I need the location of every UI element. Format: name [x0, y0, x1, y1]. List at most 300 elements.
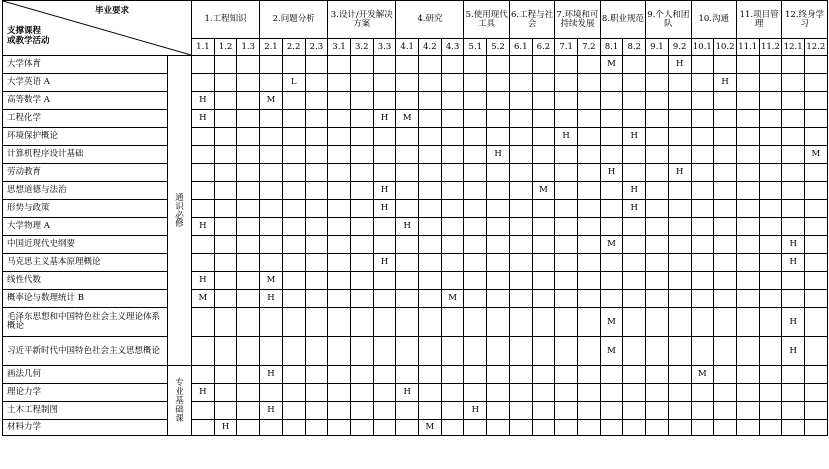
support-level-cell: [646, 200, 669, 218]
support-level-cell: [487, 366, 510, 384]
support-level-cell: [509, 218, 532, 236]
requirement-indicator-header: 5.1: [464, 39, 487, 56]
requirement-indicator-header: 5.2: [487, 39, 510, 56]
support-level-cell: [782, 146, 805, 164]
support-level-cell: [600, 146, 623, 164]
support-level-cell: [714, 337, 737, 366]
support-level-cell: [305, 290, 328, 308]
support-level-cell: [328, 128, 351, 146]
support-level-cell: [805, 366, 828, 384]
support-level-cell: [577, 290, 600, 308]
support-level-cell: [714, 308, 737, 337]
support-level-cell: [350, 146, 373, 164]
support-level-cell: [487, 384, 510, 402]
support-level-cell: [577, 92, 600, 110]
support-level-cell: [646, 337, 669, 366]
support-level-cell: [237, 254, 260, 272]
support-level-cell: [282, 146, 305, 164]
support-level-cell: [805, 110, 828, 128]
support-level-cell: [532, 337, 555, 366]
support-level-cell: [577, 128, 600, 146]
support-level-cell: [759, 218, 782, 236]
support-level-cell: [509, 200, 532, 218]
table-row: [3, 128, 828, 146]
support-level-cell: [782, 200, 805, 218]
support-level-cell: [759, 56, 782, 74]
support-level-cell: [192, 420, 215, 436]
support-level-cell: [237, 164, 260, 182]
support-level-cell: [350, 308, 373, 337]
support-level-cell: [623, 92, 646, 110]
support-level-cell: [668, 92, 691, 110]
support-level-cell: [600, 384, 623, 402]
support-level-cell: [260, 128, 283, 146]
support-level-cell: [600, 92, 623, 110]
support-level-cell: [328, 218, 351, 236]
support-level-cell: [714, 146, 737, 164]
support-level-cell: [419, 164, 442, 182]
support-level-cell: [373, 128, 396, 146]
requirement-group-header: 10.沟通: [691, 1, 736, 39]
support-level-cell: H: [260, 402, 283, 420]
support-level-cell: [350, 254, 373, 272]
support-level-cell: [532, 384, 555, 402]
support-level-cell: [805, 420, 828, 436]
support-level-cell: [782, 92, 805, 110]
support-level-cell: [464, 420, 487, 436]
support-level-cell: [782, 74, 805, 92]
support-level-cell: [623, 254, 646, 272]
course-category-cell: [168, 56, 192, 366]
support-level-cell: [668, 420, 691, 436]
support-level-cell: [782, 384, 805, 402]
support-level-cell: [736, 146, 759, 164]
support-level-cell: [509, 92, 532, 110]
support-level-cell: [350, 128, 373, 146]
support-level-cell: [805, 290, 828, 308]
support-level-cell: [668, 182, 691, 200]
support-level-cell: [419, 110, 442, 128]
support-level-cell: [441, 384, 464, 402]
support-level-cell: [805, 200, 828, 218]
support-level-cell: [192, 366, 215, 384]
support-level-cell: [373, 92, 396, 110]
requirement-group-header: 1.工程知识: [192, 1, 260, 39]
support-level-cell: [282, 236, 305, 254]
support-level-cell: [714, 56, 737, 74]
support-level-cell: [736, 56, 759, 74]
support-level-cell: [328, 164, 351, 182]
support-level-cell: [623, 402, 646, 420]
requirement-indicator-header: 6.2: [532, 39, 555, 56]
support-level-cell: [509, 110, 532, 128]
support-level-cell: [350, 402, 373, 420]
support-level-cell: [782, 110, 805, 128]
support-level-cell: [214, 254, 237, 272]
support-level-cell: [373, 146, 396, 164]
support-level-cell: [214, 290, 237, 308]
requirement-group-header: 5.使用现代工具: [464, 1, 509, 39]
support-level-cell: [509, 254, 532, 272]
support-level-cell: [646, 236, 669, 254]
support-level-cell: [396, 272, 419, 290]
support-level-cell: M: [805, 146, 828, 164]
support-level-cell: [555, 56, 578, 74]
support-level-cell: [532, 272, 555, 290]
support-level-cell: [691, 110, 714, 128]
support-level-cell: [464, 366, 487, 384]
requirement-indicator-header: 1.3: [237, 39, 260, 56]
support-level-cell: [555, 366, 578, 384]
support-level-cell: [714, 384, 737, 402]
support-level-cell: [328, 56, 351, 74]
support-level-cell: [441, 366, 464, 384]
support-level-cell: [555, 164, 578, 182]
requirement-indicator-header: 12.1: [782, 39, 805, 56]
requirement-group-header: 11.项目管理: [736, 1, 781, 39]
support-level-cell: [532, 366, 555, 384]
requirement-indicator-header: 1.2: [214, 39, 237, 56]
support-level-cell: [782, 290, 805, 308]
requirement-indicator-header: 2.1: [260, 39, 283, 56]
support-level-cell: [532, 218, 555, 236]
support-level-cell: [623, 164, 646, 182]
support-level-cell: [305, 92, 328, 110]
support-level-cell: [305, 384, 328, 402]
support-level-cell: [577, 182, 600, 200]
support-level-cell: [192, 128, 215, 146]
support-level-cell: [214, 272, 237, 290]
support-level-cell: [691, 402, 714, 420]
course-name-cell: 计算机程序设计基础: [3, 146, 168, 164]
support-level-cell: [759, 337, 782, 366]
support-level-cell: [396, 146, 419, 164]
support-level-cell: [759, 384, 782, 402]
support-level-cell: [373, 272, 396, 290]
support-level-cell: H: [192, 92, 215, 110]
support-level-cell: [782, 182, 805, 200]
support-level-cell: [328, 182, 351, 200]
support-level-cell: [305, 182, 328, 200]
support-level-cell: [260, 74, 283, 92]
support-level-cell: [487, 92, 510, 110]
support-level-cell: [759, 200, 782, 218]
support-level-cell: [214, 308, 237, 337]
support-level-cell: [487, 110, 510, 128]
support-level-cell: [714, 366, 737, 384]
support-level-cell: [714, 236, 737, 254]
support-level-cell: [441, 74, 464, 92]
support-level-cell: [464, 164, 487, 182]
support-level-cell: [373, 290, 396, 308]
support-level-cell: [577, 272, 600, 290]
support-level-cell: H: [623, 128, 646, 146]
support-level-cell: [350, 420, 373, 436]
support-level-cell: [532, 402, 555, 420]
support-level-cell: [328, 254, 351, 272]
support-level-cell: [668, 308, 691, 337]
support-level-cell: [328, 74, 351, 92]
requirement-group-header: 6.工程与社会: [509, 1, 554, 39]
table-row: [3, 384, 828, 402]
support-level-cell: [192, 56, 215, 74]
support-level-cell: [214, 384, 237, 402]
support-level-cell: [305, 308, 328, 337]
support-level-cell: [782, 56, 805, 74]
support-level-cell: [600, 366, 623, 384]
course-name-cell: 工程化学: [3, 110, 168, 128]
support-level-cell: [714, 254, 737, 272]
support-level-cell: [305, 56, 328, 74]
support-level-cell: [464, 272, 487, 290]
requirement-indicator-header: 10.2: [714, 39, 737, 56]
support-level-cell: [714, 128, 737, 146]
support-level-cell: [759, 254, 782, 272]
support-level-cell: [691, 182, 714, 200]
support-level-cell: [623, 236, 646, 254]
support-level-cell: [532, 164, 555, 182]
support-level-cell: L: [282, 74, 305, 92]
support-level-cell: [577, 420, 600, 436]
support-level-cell: [419, 74, 442, 92]
support-level-cell: [282, 308, 305, 337]
support-level-cell: [555, 337, 578, 366]
requirement-group-header: 2.问题分析: [260, 1, 328, 39]
support-level-cell: [237, 92, 260, 110]
support-level-cell: [350, 200, 373, 218]
support-level-cell: [623, 74, 646, 92]
support-level-cell: [691, 236, 714, 254]
support-level-cell: [714, 200, 737, 218]
support-level-cell: [646, 110, 669, 128]
support-level-cell: [282, 402, 305, 420]
support-level-cell: [237, 337, 260, 366]
requirement-group-header: 12.终身学习: [782, 1, 827, 39]
support-level-cell: [396, 56, 419, 74]
support-level-cell: [305, 366, 328, 384]
support-level-cell: [736, 128, 759, 146]
support-level-cell: [441, 272, 464, 290]
support-level-cell: [532, 236, 555, 254]
support-level-cell: [419, 337, 442, 366]
support-level-cell: H: [623, 182, 646, 200]
support-level-cell: H: [214, 420, 237, 436]
support-level-cell: [714, 110, 737, 128]
support-level-cell: [419, 236, 442, 254]
support-level-cell: H: [668, 56, 691, 74]
requirement-indicator-header: 2.3: [305, 39, 328, 56]
support-level-cell: [555, 308, 578, 337]
support-level-cell: [237, 128, 260, 146]
support-level-cell: [805, 337, 828, 366]
support-level-cell: [736, 74, 759, 92]
support-level-cell: [555, 420, 578, 436]
support-level-cell: [328, 384, 351, 402]
support-level-cell: [691, 200, 714, 218]
support-level-cell: [419, 56, 442, 74]
support-level-cell: [214, 337, 237, 366]
support-level-cell: [441, 402, 464, 420]
support-level-cell: [509, 272, 532, 290]
support-level-cell: [691, 56, 714, 74]
course-name-cell: 毛泽东思想和中国特色社会主义理论体系概论: [3, 308, 168, 337]
support-level-cell: [350, 337, 373, 366]
support-level-cell: [782, 272, 805, 290]
table-row: [3, 110, 828, 128]
support-level-cell: [532, 74, 555, 92]
support-level-cell: [305, 337, 328, 366]
support-level-cell: [668, 402, 691, 420]
course-name-cell: 理论力学: [3, 384, 168, 402]
support-level-cell: [328, 200, 351, 218]
support-level-cell: [419, 290, 442, 308]
support-level-cell: [464, 110, 487, 128]
support-level-cell: [350, 218, 373, 236]
support-level-cell: [282, 420, 305, 436]
support-level-cell: [487, 56, 510, 74]
support-level-cell: [373, 308, 396, 337]
support-level-cell: [305, 218, 328, 236]
support-level-cell: [736, 308, 759, 337]
support-level-cell: [396, 290, 419, 308]
support-level-cell: [509, 128, 532, 146]
support-level-cell: [668, 272, 691, 290]
support-level-cell: [237, 182, 260, 200]
support-level-cell: [623, 272, 646, 290]
support-level-cell: [759, 308, 782, 337]
support-level-cell: [600, 110, 623, 128]
support-level-cell: [464, 236, 487, 254]
table-row: [3, 200, 828, 218]
support-level-cell: [691, 337, 714, 366]
support-level-cell: [350, 164, 373, 182]
support-level-cell: [623, 290, 646, 308]
support-level-cell: [600, 420, 623, 436]
support-level-cell: [396, 92, 419, 110]
support-level-cell: [759, 290, 782, 308]
requirement-group-header: 7.环境和可持续发展: [555, 1, 600, 39]
support-level-cell: [714, 290, 737, 308]
requirement-indicator-header: 1.1: [192, 39, 215, 56]
support-level-cell: [555, 146, 578, 164]
requirement-indicator-header: 8.1: [600, 39, 623, 56]
support-level-cell: [396, 366, 419, 384]
support-level-cell: [237, 218, 260, 236]
support-level-cell: [464, 218, 487, 236]
support-level-cell: [805, 128, 828, 146]
support-level-cell: [782, 164, 805, 182]
course-name-cell: 大学英语 A: [3, 74, 168, 92]
support-level-cell: [396, 200, 419, 218]
support-level-cell: H: [260, 290, 283, 308]
support-level-cell: H: [782, 254, 805, 272]
support-level-cell: M: [396, 110, 419, 128]
support-level-cell: [577, 402, 600, 420]
support-level-cell: [328, 110, 351, 128]
support-level-cell: [782, 420, 805, 436]
support-level-cell: [464, 146, 487, 164]
support-level-cell: [282, 272, 305, 290]
support-level-cell: H: [192, 218, 215, 236]
support-level-cell: H: [668, 164, 691, 182]
course-name-cell: 马克思主义基本原理概论: [3, 254, 168, 272]
support-level-cell: [577, 164, 600, 182]
support-level-cell: [577, 337, 600, 366]
support-level-cell: [464, 384, 487, 402]
requirement-indicator-header: 10.1: [691, 39, 714, 56]
support-level-cell: [600, 218, 623, 236]
support-level-cell: [419, 182, 442, 200]
support-level-cell: M: [532, 182, 555, 200]
support-level-cell: [350, 110, 373, 128]
support-level-cell: [646, 290, 669, 308]
support-level-cell: [623, 308, 646, 337]
requirement-indicator-header: 2.2: [282, 39, 305, 56]
support-level-cell: [805, 56, 828, 74]
support-level-cell: M: [600, 337, 623, 366]
support-level-cell: [260, 218, 283, 236]
support-level-cell: [805, 236, 828, 254]
support-level-cell: [464, 337, 487, 366]
support-level-cell: [646, 164, 669, 182]
support-level-cell: [805, 182, 828, 200]
support-level-cell: [328, 420, 351, 436]
support-level-cell: [282, 182, 305, 200]
support-level-cell: [487, 74, 510, 92]
support-level-cell: H: [487, 146, 510, 164]
support-level-cell: [487, 272, 510, 290]
support-level-cell: [577, 146, 600, 164]
table-row: [3, 218, 828, 236]
support-level-cell: [646, 218, 669, 236]
support-level-cell: [509, 236, 532, 254]
support-level-cell: [805, 254, 828, 272]
requirement-indicator-header: 3.3: [373, 39, 396, 56]
support-level-cell: H: [373, 254, 396, 272]
support-level-cell: [487, 337, 510, 366]
support-level-cell: [736, 272, 759, 290]
support-level-cell: [260, 110, 283, 128]
support-level-cell: [646, 384, 669, 402]
support-level-cell: [509, 74, 532, 92]
support-level-cell: [532, 92, 555, 110]
support-level-cell: [555, 92, 578, 110]
support-level-cell: [532, 420, 555, 436]
support-level-cell: [668, 337, 691, 366]
support-level-cell: [646, 366, 669, 384]
support-level-cell: [260, 420, 283, 436]
requirement-indicator-header: 7.1: [555, 39, 578, 56]
support-level-cell: [441, 254, 464, 272]
course-name-cell: 环境保护概论: [3, 128, 168, 146]
support-level-cell: [396, 128, 419, 146]
support-level-cell: [419, 384, 442, 402]
support-level-cell: [441, 128, 464, 146]
support-level-cell: M: [600, 308, 623, 337]
support-level-cell: [237, 56, 260, 74]
requirement-group-header: 9.个人和团队: [646, 1, 691, 39]
support-level-cell: [328, 146, 351, 164]
support-level-cell: [555, 402, 578, 420]
requirement-indicator-header: 3.2: [350, 39, 373, 56]
support-level-cell: [464, 200, 487, 218]
support-level-cell: [305, 420, 328, 436]
support-level-cell: [623, 218, 646, 236]
support-level-cell: [736, 420, 759, 436]
support-level-cell: [691, 74, 714, 92]
support-level-cell: [305, 272, 328, 290]
support-level-cell: [282, 92, 305, 110]
